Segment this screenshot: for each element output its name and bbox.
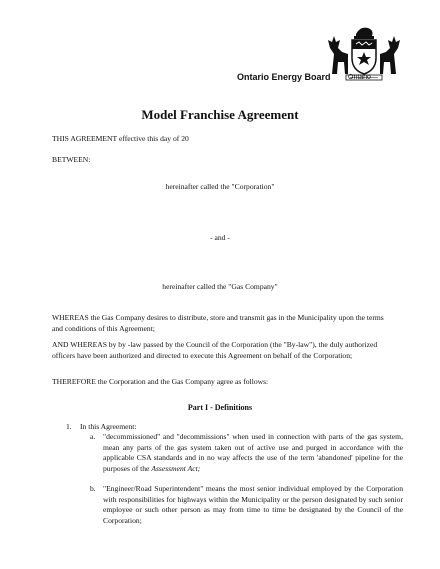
corporation-line: hereinafter called the "Corporation" [165, 182, 275, 191]
board-name: Ontario Energy Board [237, 72, 331, 82]
item-number: 1. [66, 422, 72, 431]
definition-emphasis: Assessment Act; [151, 463, 201, 473]
therefore-paragraph: THEREFORE the Corporation and the Gas Company agree as follows: [52, 377, 269, 386]
definition-text: "decommissioned" and "decommissions" when used in connection with parts of the gas system, mean any parts of the gas system taken out of active use and purged in accordance with the applicable CSA standards and in no way affects the use of the term 'abandoned' pipeline for the purposes of the [103, 432, 403, 473]
gas-company-line: hereinafter called the "Gas Company" [162, 282, 278, 291]
item-text: In this Agreement: [80, 422, 137, 431]
definition-decommissioned [103, 432, 403, 474]
whereas-paragraph-1: WHEREAS the Gas Company desires to distribute, store and transmit gas in the Municipality upon the terms and conditions of this Agreement; [52, 313, 384, 333]
between-label: BETWEEN: [52, 155, 91, 164]
sub-item-letter: b. [90, 484, 96, 493]
definition-engineer: "Engineer/Road Superintendent" means the most senior individual employed by the Corporation with responsibilities for highways within the Municipality or the person designated by such senior employee or such other person as may from time to time be designated by the Council of the Corporation; [103, 484, 403, 525]
sub-item-letter: a. [90, 432, 96, 441]
province-label: Ontario [348, 74, 371, 81]
part-heading: Part I - Definitions [187, 403, 253, 412]
document-title: Model Franchise Agreement [141, 107, 299, 122]
and-separator: - and - [210, 233, 230, 242]
whereas-paragraph-2: AND WHEREAS by by -law passed by the Council of the Corporation (the "By-law"), the duly authorized officers have been authorized and directed to execute this Agreement on behalf of the Corporation; [52, 340, 378, 360]
effective-line: THIS AGREEMENT effective this day of 20 [52, 134, 189, 143]
